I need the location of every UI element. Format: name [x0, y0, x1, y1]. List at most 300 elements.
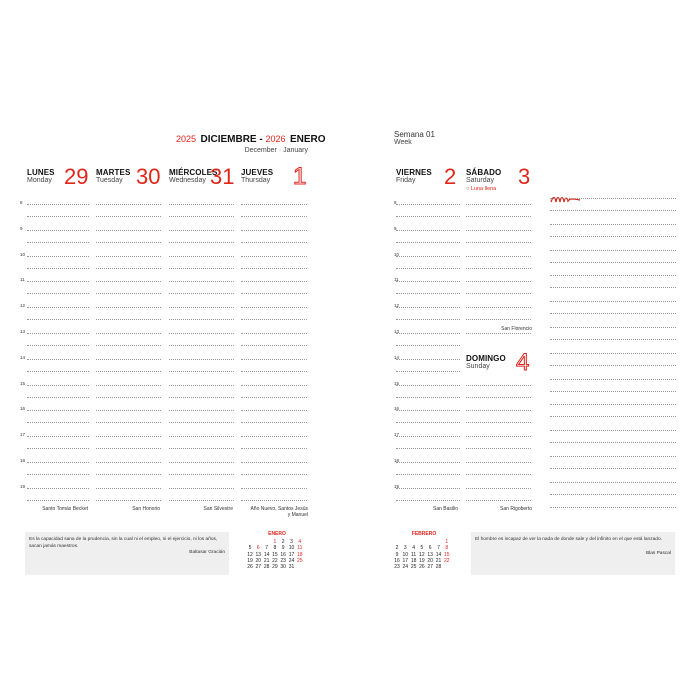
notes-line[interactable] — [550, 404, 676, 405]
calendar-day: 9 — [281, 545, 285, 552]
writing-line[interactable] — [169, 230, 234, 231]
day-number-30: 30 — [136, 164, 161, 189]
writing-line[interactable] — [466, 474, 531, 475]
writing-line[interactable] — [96, 422, 161, 423]
saint-wednesday: San Silvestre — [203, 506, 233, 512]
writing-line[interactable] — [466, 488, 531, 489]
calendar-day: 20 — [427, 557, 433, 564]
writing-line[interactable] — [241, 371, 307, 372]
writing-line[interactable] — [466, 385, 531, 386]
writing-line[interactable] — [241, 333, 307, 334]
calendar-day: 10 — [402, 551, 409, 558]
writing-line[interactable] — [169, 242, 234, 243]
writing-line[interactable] — [27, 216, 89, 217]
writing-line[interactable] — [466, 410, 531, 411]
notes-line[interactable] — [550, 275, 676, 276]
writing-line[interactable] — [96, 345, 161, 346]
hour-label-right: 9 — [394, 225, 397, 231]
notes-line[interactable] — [550, 482, 676, 483]
hour-label-left: 15 — [20, 380, 26, 386]
writing-line[interactable] — [466, 216, 531, 217]
writing-line[interactable] — [169, 281, 234, 282]
writing-line[interactable] — [96, 256, 161, 257]
writing-line[interactable] — [96, 488, 161, 489]
calendar-day: 23 — [394, 564, 400, 571]
writing-line[interactable] — [396, 256, 460, 257]
saint-tuesday: San Honorio — [132, 506, 160, 512]
writing-line[interactable] — [396, 422, 460, 423]
writing-line[interactable] — [96, 281, 161, 282]
hour-label-left: 16 — [20, 406, 26, 412]
writing-line[interactable] — [396, 448, 460, 449]
header-month-2: ENERO — [289, 134, 326, 145]
header-year-2: 2026 — [265, 134, 286, 144]
notes-line[interactable] — [550, 327, 676, 328]
writing-line[interactable] — [396, 385, 460, 386]
hour-label-left: 13 — [20, 329, 26, 334]
writing-line[interactable] — [96, 410, 161, 411]
day-name: SÁBADO — [466, 168, 502, 177]
hour-label-right: 12 — [394, 303, 400, 309]
saint-friday: San Basilio — [432, 506, 458, 512]
day-name-en: Saturday — [466, 177, 495, 184]
day-number-4: 4 — [516, 349, 530, 376]
writing-line[interactable] — [241, 230, 307, 231]
calendar-day: 31 — [288, 564, 295, 571]
hour-label-left: 18 — [20, 458, 26, 463]
writing-line[interactable] — [241, 436, 307, 437]
writing-line[interactable] — [241, 307, 307, 308]
writing-line[interactable] — [169, 359, 234, 360]
notes-line[interactable] — [550, 507, 676, 508]
notes-line[interactable] — [550, 416, 676, 417]
day-number-1: 1 — [293, 163, 307, 190]
month-range-title — [176, 129, 326, 147]
writing-line[interactable] — [396, 410, 460, 411]
writing-line[interactable] — [241, 397, 307, 398]
calendar-day: 4 — [412, 545, 415, 552]
calendar-day: 6 — [428, 545, 432, 552]
calendar-day: 17 — [402, 557, 409, 564]
writing-line[interactable] — [241, 319, 307, 320]
mini-calendar-febrero — [393, 531, 455, 575]
mini-calendar-enero — [246, 531, 308, 575]
calendar-day: 15 — [444, 551, 450, 558]
quote-text: Es la capacidad sana de la prudencia, sin la cual ni el empleo, ni el ejercicio, ni los años, sacan jamás maestros. — [29, 537, 218, 549]
calendar-day: 20 — [255, 557, 262, 564]
writing-line[interactable] — [396, 500, 460, 501]
calendar-day: 5 — [420, 545, 424, 552]
week-subtitle: Week — [394, 139, 412, 146]
hour-label-right: 15 — [394, 380, 400, 386]
writing-line[interactable] — [96, 242, 161, 243]
writing-line[interactable] — [466, 204, 531, 205]
writing-line[interactable] — [27, 256, 89, 257]
writing-line[interactable] — [169, 256, 234, 257]
mini-calendar-title: FEBRERO — [411, 531, 437, 537]
writing-line[interactable] — [27, 436, 89, 437]
quote-box-left — [25, 532, 229, 575]
writing-line[interactable] — [466, 333, 531, 334]
calendar-day: 2 — [281, 539, 285, 545]
calendar-day: 6 — [256, 545, 260, 552]
writing-line[interactable] — [241, 268, 307, 269]
day-name-en: Sunday — [466, 363, 490, 370]
writing-line[interactable] — [396, 307, 460, 308]
day-name-en: Thursday — [241, 177, 271, 184]
calendar-day: 28 — [435, 564, 442, 571]
writing-line[interactable] — [27, 474, 89, 475]
notes-line[interactable] — [550, 391, 676, 392]
calendar-day: 22 — [272, 557, 278, 564]
writing-line[interactable] — [396, 230, 460, 231]
writing-line[interactable] — [96, 319, 161, 320]
writing-line[interactable] — [241, 216, 307, 217]
calendar-day: 12 — [419, 551, 425, 558]
header-year-1: 2025 — [176, 134, 197, 144]
notes-line[interactable] — [550, 250, 676, 251]
writing-line[interactable] — [466, 293, 531, 294]
writing-line[interactable] — [27, 293, 89, 294]
writing-line[interactable] — [169, 307, 234, 308]
writing-line[interactable] — [169, 385, 234, 386]
writing-line[interactable] — [96, 216, 161, 217]
writing-line[interactable] — [466, 422, 531, 423]
calendar-day: 23 — [280, 557, 286, 564]
calendar-day: 27 — [255, 564, 262, 571]
saint-monday: Santo Tomás Becket — [42, 506, 88, 512]
writing-line[interactable] — [27, 462, 89, 463]
writing-line[interactable] — [169, 422, 234, 423]
calendar-day: 14 — [435, 551, 442, 558]
writing-line[interactable] — [169, 293, 234, 294]
writing-line[interactable] — [396, 359, 460, 360]
writing-line[interactable] — [169, 488, 234, 489]
writing-line[interactable] — [241, 242, 307, 243]
notes-line[interactable] — [550, 313, 676, 314]
writing-line[interactable] — [169, 474, 234, 475]
writing-line[interactable] — [96, 204, 161, 205]
writing-line[interactable] — [396, 474, 460, 475]
hour-label-left: 14 — [20, 354, 26, 360]
writing-line[interactable] — [27, 500, 89, 501]
notes-line[interactable] — [550, 494, 676, 495]
calendar-day: 3 — [290, 539, 293, 545]
calendar-day: 17 — [288, 551, 295, 558]
writing-line[interactable] — [396, 319, 460, 320]
left-page-header — [176, 129, 326, 154]
calendar-day: 5 — [248, 545, 252, 552]
notes-line[interactable] — [550, 301, 676, 302]
day-name: MARTES — [96, 168, 131, 177]
writing-line[interactable] — [466, 307, 531, 308]
writing-line[interactable] — [27, 397, 89, 398]
writing-line[interactable] — [241, 474, 307, 475]
writing-line[interactable] — [27, 448, 89, 449]
writing-line[interactable] — [96, 474, 161, 475]
writing-line[interactable] — [396, 436, 460, 437]
writing-line[interactable] — [96, 371, 161, 372]
hour-label-right: 10 — [394, 251, 400, 257]
notes-line[interactable] — [550, 456, 676, 457]
day-number-29: 29 — [64, 164, 89, 189]
writing-line[interactable] — [169, 397, 234, 398]
writing-line[interactable] — [27, 385, 89, 386]
calendar-day: 15 — [272, 551, 278, 558]
quote-box-right — [471, 532, 675, 575]
hour-label-right: 19 — [394, 483, 400, 489]
calendar-day: 19 — [419, 557, 425, 564]
saint-saturday-florencio: San Florencio — [501, 326, 532, 332]
writing-line[interactable] — [396, 268, 460, 269]
writing-line[interactable] — [27, 307, 89, 308]
notes-line[interactable] — [550, 236, 676, 237]
calendar-day: 21 — [435, 557, 442, 564]
writing-line[interactable] — [396, 397, 460, 398]
writing-line[interactable] — [241, 488, 307, 489]
calendar-day: 28 — [263, 564, 270, 571]
writing-line[interactable] — [27, 230, 89, 231]
writing-line[interactable] — [96, 462, 161, 463]
writing-line[interactable] — [96, 500, 161, 501]
writing-line[interactable] — [396, 281, 460, 282]
writing-line[interactable] — [27, 281, 89, 282]
calendar-day: 2 — [395, 545, 399, 552]
quote-text: El hombre es incapaz de ver la nada de donde sale y del infinito en el que está lanzado. — [475, 537, 662, 542]
writing-line[interactable] — [96, 385, 161, 386]
writing-line[interactable] — [466, 281, 531, 282]
writing-line[interactable] — [466, 462, 531, 463]
day-name-en: Friday — [396, 177, 416, 184]
hour-label-left: 8 — [20, 200, 23, 205]
writing-line[interactable] — [466, 500, 531, 501]
calendar-day: 26 — [419, 564, 425, 571]
writing-line[interactable] — [96, 307, 161, 308]
writing-line[interactable] — [466, 256, 531, 257]
writing-line[interactable] — [27, 333, 89, 334]
writing-line[interactable] — [169, 436, 234, 437]
notes-line[interactable] — [550, 468, 676, 469]
writing-line[interactable] — [169, 371, 234, 372]
writing-line[interactable] — [96, 397, 161, 398]
day-header-monday — [27, 168, 55, 184]
writing-line[interactable] — [96, 268, 161, 269]
hour-label-left: 19 — [20, 483, 26, 489]
day-header-sunday — [466, 354, 506, 370]
calendar-day: 7 — [265, 545, 268, 552]
calendar-day: 1 — [445, 539, 449, 545]
writing-line[interactable] — [396, 345, 460, 346]
calendar-day: 7 — [437, 545, 440, 552]
hour-label-right: 8 — [394, 200, 397, 205]
calendar-day: 16 — [394, 557, 400, 564]
notes-line[interactable] — [550, 224, 676, 225]
writing-line[interactable] — [96, 359, 161, 360]
writing-line[interactable] — [396, 242, 460, 243]
hour-label-left: 9 — [20, 225, 23, 231]
calendar-day: 25 — [410, 564, 417, 571]
calendar-day: 13 — [255, 551, 262, 558]
writing-line[interactable] — [466, 448, 531, 449]
writing-line[interactable] — [27, 410, 89, 411]
calendar-day: 18 — [410, 557, 417, 564]
calendar-day: 29 — [272, 564, 278, 571]
day-number-31: 31 — [210, 164, 235, 189]
day-name: VIERNES — [396, 168, 432, 177]
writing-line[interactable] — [27, 319, 89, 320]
calendar-day: 12 — [247, 551, 253, 558]
writing-line[interactable] — [27, 422, 89, 423]
writing-line[interactable] — [96, 448, 161, 449]
writing-line[interactable] — [27, 488, 89, 489]
notes-line[interactable] — [550, 365, 676, 366]
notes-line[interactable] — [550, 287, 676, 288]
calendar-day: 27 — [427, 564, 433, 571]
writing-line[interactable] — [169, 500, 234, 501]
calendar-day: 4 — [298, 539, 302, 545]
writing-line[interactable] — [466, 319, 531, 320]
writing-line[interactable] — [241, 385, 307, 386]
calendar-day: 13 — [427, 551, 433, 558]
writing-line[interactable] — [27, 359, 89, 360]
writing-line[interactable] — [27, 268, 89, 269]
hour-label-right: 11 — [394, 277, 399, 283]
notes-line[interactable] — [550, 339, 676, 340]
calendar-day: 16 — [280, 551, 286, 558]
day-name-en: Tuesday — [96, 177, 123, 184]
writing-line[interactable] — [241, 500, 307, 501]
writing-line[interactable] — [27, 242, 89, 243]
writing-line[interactable] — [96, 293, 161, 294]
calendar-day: 10 — [288, 545, 295, 552]
day-name: MIÉRCOLES — [169, 168, 218, 177]
writing-line[interactable] — [396, 371, 460, 372]
notes-line[interactable] — [550, 379, 676, 380]
writing-line[interactable] — [96, 230, 161, 231]
notes-line[interactable] — [550, 442, 676, 443]
day-name: LUNES — [27, 168, 55, 177]
writing-line[interactable] — [241, 448, 307, 449]
header-month-1: DICIEMBRE — [200, 134, 257, 145]
hour-label-right: 14 — [394, 354, 400, 360]
calendar-day: 30 — [280, 564, 286, 571]
writing-line[interactable] — [241, 256, 307, 257]
hour-label-left: 12 — [20, 303, 26, 309]
notes-line[interactable] — [550, 430, 676, 431]
notes-line[interactable] — [550, 210, 676, 211]
writing-line[interactable] — [169, 410, 234, 411]
hour-label-right: 17 — [394, 432, 400, 438]
writing-line[interactable] — [169, 448, 234, 449]
calendar-day: 11 — [297, 545, 303, 552]
writing-line[interactable] — [466, 397, 531, 398]
writing-line[interactable] — [241, 462, 307, 463]
day-number-3: 3 — [518, 164, 531, 189]
writing-line[interactable] — [27, 204, 89, 205]
writing-line[interactable] — [241, 359, 307, 360]
notes-line[interactable] — [550, 353, 676, 354]
calendar-day: 26 — [247, 564, 253, 571]
writing-line[interactable] — [466, 268, 531, 269]
writing-line[interactable] — [241, 345, 307, 346]
calendar-day: 25 — [297, 557, 303, 564]
writing-line[interactable] — [169, 462, 234, 463]
calendar-day: 3 — [403, 545, 407, 552]
quote-author: Baltasar Gracián — [189, 550, 225, 555]
writing-line[interactable] — [241, 293, 307, 294]
hour-label-left: 11 — [20, 277, 25, 283]
writing-line[interactable] — [466, 230, 531, 231]
writing-line[interactable] — [169, 319, 234, 320]
writing-line[interactable] — [96, 333, 161, 334]
writing-line[interactable] — [241, 281, 307, 282]
hour-label-right: 16 — [394, 406, 400, 412]
notes-scribble-icon — [550, 194, 590, 206]
day-name-en: Monday — [27, 177, 52, 184]
calendar-day: 14 — [263, 551, 270, 558]
writing-line[interactable] — [466, 242, 531, 243]
hour-label-left: 10 — [20, 251, 26, 257]
writing-line[interactable] — [241, 410, 307, 411]
header-subtitle: December · January — [244, 147, 308, 154]
hour-label-right: 18 — [394, 458, 400, 463]
calendar-day: 9 — [395, 551, 399, 558]
writing-line[interactable] — [169, 345, 234, 346]
notes-line[interactable] — [550, 198, 676, 199]
writing-line[interactable] — [396, 293, 460, 294]
day-header-thursday — [241, 168, 273, 184]
day-name-en: Wednesday — [169, 177, 206, 184]
hour-label-right: 13 — [394, 329, 400, 334]
writing-line[interactable] — [27, 371, 89, 372]
notes-line[interactable] — [550, 262, 676, 263]
writing-line[interactable] — [396, 462, 460, 463]
week-label: Semana — [394, 130, 424, 139]
calendar-day: 24 — [288, 557, 295, 564]
right-page-header — [394, 130, 435, 146]
mini-calendar-title: ENERO — [268, 531, 286, 537]
writing-line[interactable] — [396, 333, 460, 334]
writing-line[interactable] — [27, 345, 89, 346]
moon-phase-note — [466, 186, 501, 192]
writing-line[interactable] — [169, 333, 234, 334]
writing-line[interactable] — [241, 204, 307, 205]
hour-label-left: 17 — [20, 432, 26, 438]
calendar-day: 11 — [410, 551, 417, 558]
calendar-day: 22 — [444, 557, 450, 564]
calendar-day: 8 — [273, 545, 277, 552]
writing-line[interactable] — [169, 204, 234, 205]
header-separator: - — [256, 134, 266, 145]
writing-line[interactable] — [241, 422, 307, 423]
writing-line[interactable] — [169, 216, 234, 217]
calendar-day: 21 — [263, 557, 270, 564]
week-number: 01 — [426, 130, 435, 139]
writing-line[interactable] — [396, 204, 460, 205]
moon-phase-label: Luna llena — [470, 186, 497, 192]
calendar-day: 24 — [402, 564, 409, 571]
calendar-day: 19 — [247, 557, 253, 564]
day-header-tuesday — [96, 168, 130, 184]
writing-line[interactable] — [169, 268, 234, 269]
saint-thursday: Año Nuevo, Santos Jesús y Manuel — [250, 506, 308, 518]
calendar-day: 18 — [297, 551, 303, 558]
writing-line[interactable] — [396, 216, 460, 217]
writing-line[interactable] — [396, 488, 460, 489]
writing-line[interactable] — [466, 436, 531, 437]
writing-line[interactable] — [96, 436, 161, 437]
day-name: DOMINGO — [466, 354, 506, 363]
